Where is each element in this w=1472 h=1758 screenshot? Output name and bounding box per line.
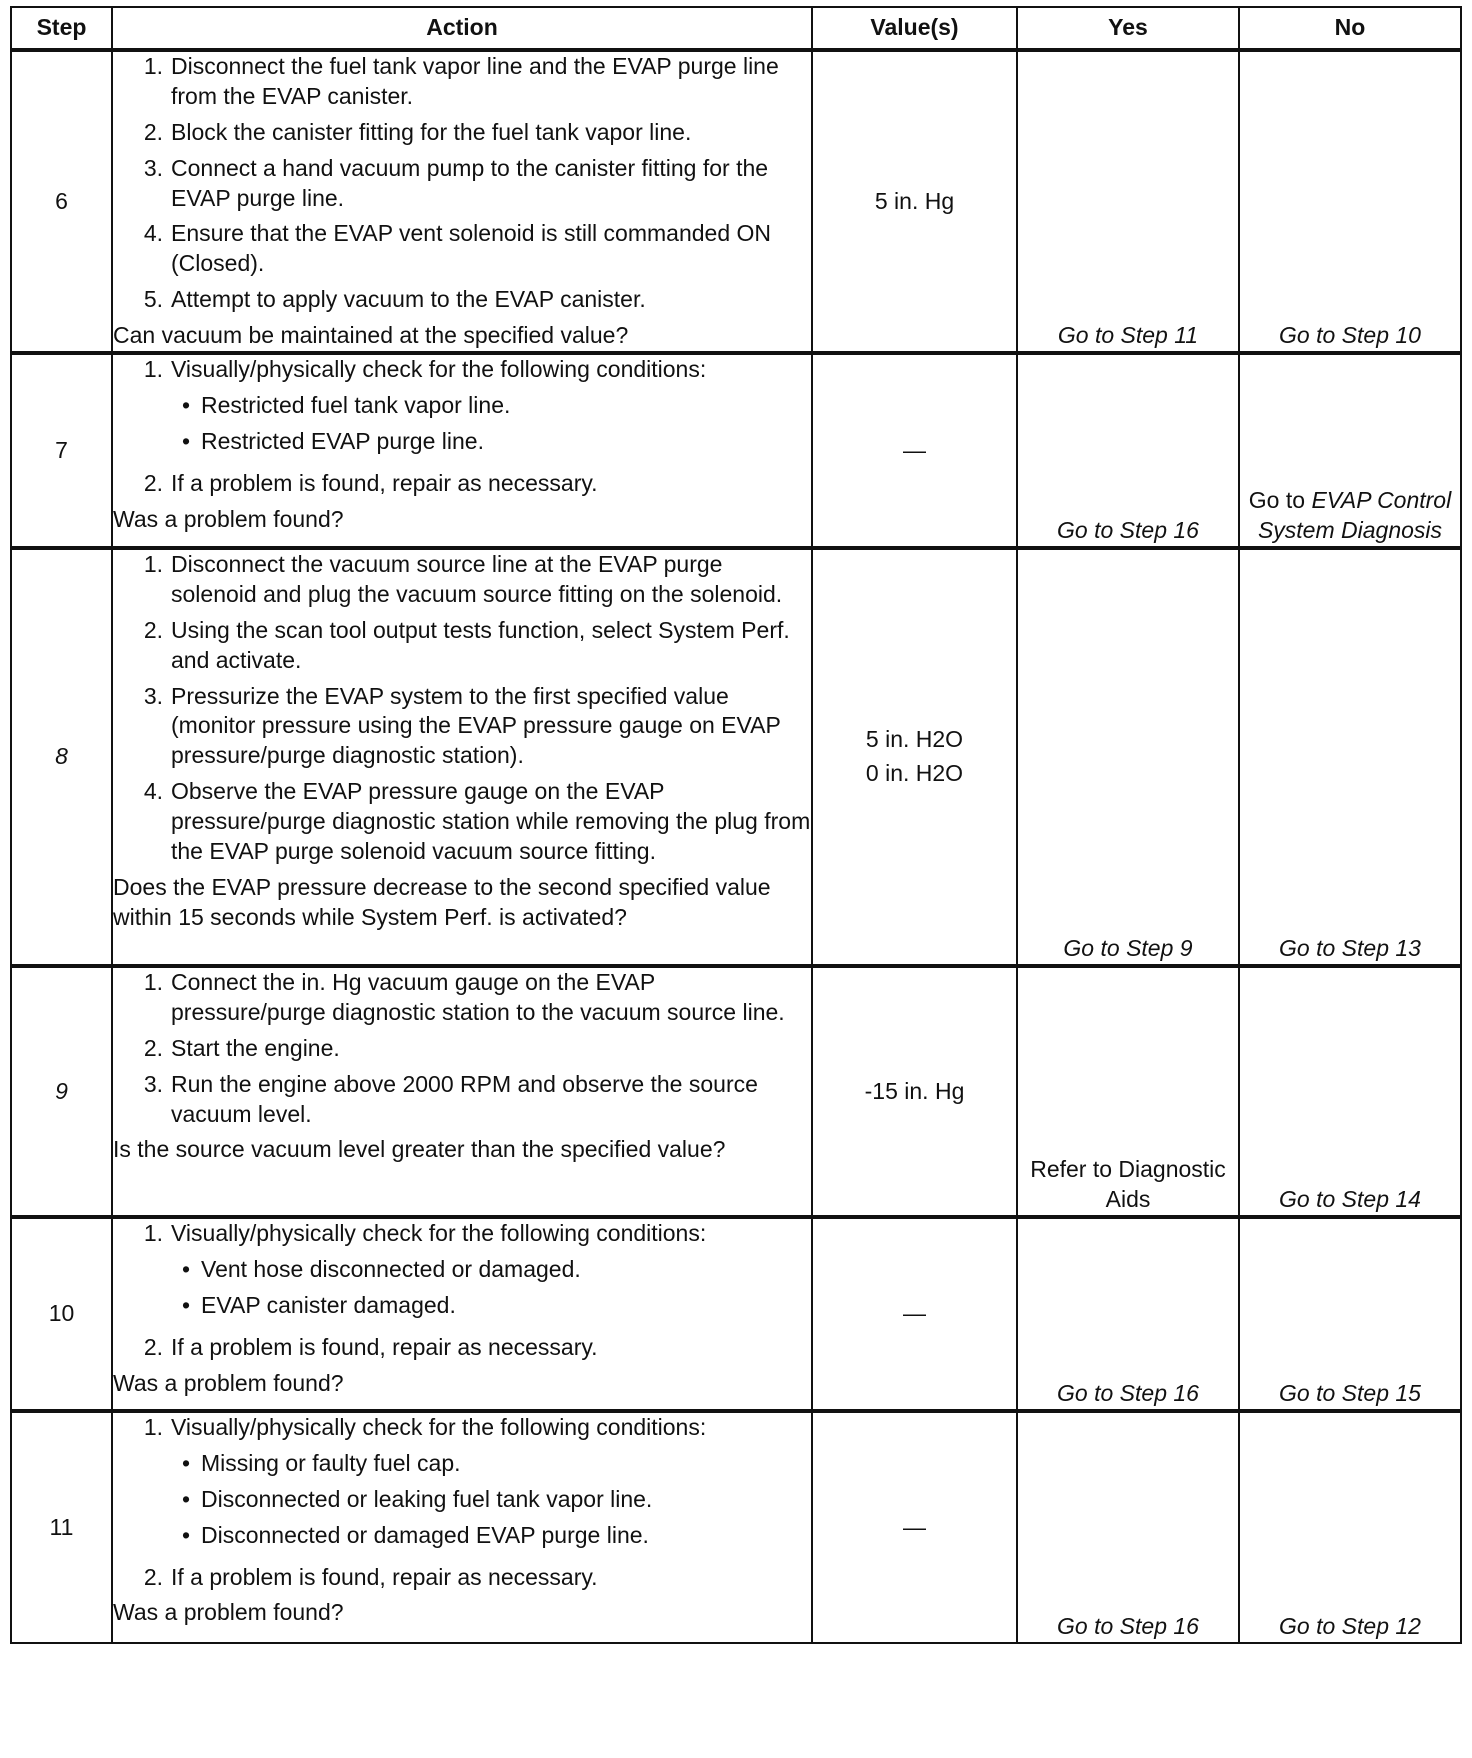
action-item bbox=[113, 777, 811, 867]
action-text: If a problem is found, repair as necessary. bbox=[171, 469, 598, 496]
action-cell bbox=[112, 353, 812, 548]
action-number: 1. bbox=[143, 1414, 163, 1441]
step-number: 10 bbox=[11, 1217, 112, 1411]
bullet-item bbox=[171, 1255, 811, 1285]
header-yes: Yes bbox=[1017, 7, 1239, 50]
spec-value: 0 in. H2O bbox=[865, 760, 964, 787]
action-list bbox=[113, 1219, 811, 1363]
bullet-list bbox=[171, 1449, 811, 1551]
step-number: 6 bbox=[11, 50, 112, 353]
bullet-icon: • bbox=[181, 391, 191, 418]
yes-result bbox=[1017, 966, 1239, 1217]
action-item bbox=[113, 1070, 811, 1130]
table-row bbox=[11, 966, 1461, 1217]
spec-value: — bbox=[903, 1513, 926, 1540]
table-row bbox=[11, 1411, 1461, 1643]
bullet-icon: • bbox=[181, 1291, 191, 1318]
no-result-link: EVAP Control System Diagnosis bbox=[1257, 487, 1452, 544]
step-number: 8 bbox=[11, 548, 112, 966]
action-text: Disconnect the vacuum source line at the EVAP purge solenoid and plug the vacuum source fitting on the solenoid. bbox=[171, 551, 783, 607]
bullet-text: EVAP canister damaged. bbox=[201, 1291, 456, 1318]
action-question: Was a problem found? bbox=[113, 1369, 344, 1396]
bullet-text: Restricted fuel tank vapor line. bbox=[201, 391, 511, 418]
yes-result: Go to Step 11 bbox=[1017, 50, 1239, 353]
action-number: 2. bbox=[143, 469, 163, 496]
step-number: 11 bbox=[11, 1411, 112, 1643]
action-text-block bbox=[171, 1219, 811, 1327]
bullet-item bbox=[171, 1521, 811, 1551]
action-item bbox=[113, 118, 811, 148]
action-text: Ensure that the EVAP vent solenoid is still commanded ON (Closed). bbox=[171, 220, 772, 277]
action-number: 1. bbox=[143, 53, 163, 79]
value-cell bbox=[812, 353, 1017, 548]
action-text: Visually/physically check for the following conditions: bbox=[171, 356, 707, 383]
action-cell bbox=[112, 1411, 812, 1643]
bullet-icon: • bbox=[181, 1485, 191, 1512]
bullet-list bbox=[171, 1255, 811, 1321]
action-number: 4. bbox=[143, 220, 163, 247]
action-item bbox=[113, 355, 811, 463]
yes-result: Go to Step 16 bbox=[1017, 1411, 1239, 1643]
action-item bbox=[113, 219, 811, 279]
action-number: 1. bbox=[143, 551, 163, 578]
action-item bbox=[113, 1563, 811, 1593]
spec-value: 5 in. H2O bbox=[865, 726, 964, 753]
action-cell bbox=[112, 50, 812, 353]
action-text: If a problem is found, repair as necessary. bbox=[171, 1563, 598, 1590]
action-number: 2. bbox=[143, 616, 163, 643]
spec-value: 5 in. Hg bbox=[874, 187, 955, 214]
action-item bbox=[113, 1413, 811, 1557]
action-number: 3. bbox=[143, 1070, 163, 1097]
action-number: 2. bbox=[143, 1563, 163, 1590]
no-result: Go to Step 14 bbox=[1239, 966, 1461, 1217]
value-cell bbox=[812, 50, 1017, 353]
action-text: Visually/physically check for the following conditions: bbox=[171, 1220, 707, 1247]
action-list bbox=[113, 550, 811, 867]
action-text: Visually/physically check for the following conditions: bbox=[171, 1414, 707, 1441]
action-item bbox=[113, 550, 811, 610]
no-result: Go to Step 12 bbox=[1239, 1411, 1461, 1643]
bullet-text: Restricted EVAP purge line. bbox=[201, 427, 484, 454]
action-number: 3. bbox=[143, 154, 163, 181]
no-result: Go to Step 10 bbox=[1239, 50, 1461, 353]
action-number: 2. bbox=[143, 1034, 163, 1061]
table-row bbox=[11, 353, 1461, 548]
step-number: 9 bbox=[11, 966, 112, 1217]
action-item bbox=[113, 1219, 811, 1327]
action-item bbox=[113, 616, 811, 676]
diagnostic-table bbox=[10, 6, 1462, 1644]
action-question: Was a problem found? bbox=[113, 1599, 344, 1626]
action-question: Can vacuum be maintained at the specified value? bbox=[113, 322, 629, 349]
action-number: 3. bbox=[143, 682, 163, 709]
bullet-item bbox=[171, 391, 811, 421]
action-list bbox=[113, 1413, 811, 1592]
action-number: 1. bbox=[143, 1220, 163, 1247]
action-question: Is the source vacuum level greater than the specified value? bbox=[113, 1136, 726, 1163]
yes-result: Go to Step 16 bbox=[1017, 353, 1239, 548]
action-text: Connect a hand vacuum pump to the canister fitting for the EVAP purge line. bbox=[171, 154, 769, 211]
action-list bbox=[113, 52, 811, 315]
value-cell bbox=[812, 966, 1017, 1217]
action-text: Run the engine above 2000 RPM and observe the source vacuum level. bbox=[171, 1070, 758, 1127]
value-cell bbox=[812, 1217, 1017, 1411]
action-item bbox=[113, 1333, 811, 1363]
action-text: Pressurize the EVAP system to the first specified value (monitor pressure using the EVAP pressure gauge on EVAP pressure/purge diagnostic station). bbox=[171, 682, 781, 769]
bullet-icon: • bbox=[181, 1255, 191, 1282]
action-number: 1. bbox=[143, 969, 163, 996]
action-number: 4. bbox=[143, 778, 163, 805]
no-result: Go to Step 13 bbox=[1239, 548, 1461, 966]
value-cell bbox=[812, 548, 1017, 966]
action-item bbox=[113, 285, 811, 315]
bullet-icon: • bbox=[181, 427, 191, 454]
yes-result-text: Refer to Diagnostic Aids bbox=[1030, 1156, 1226, 1213]
action-number: 2. bbox=[143, 1333, 163, 1360]
action-number: 5. bbox=[143, 286, 163, 313]
action-text: Disconnect the fuel tank vapor line and the EVAP purge line from the EVAP canister. bbox=[171, 53, 779, 109]
table-row bbox=[11, 50, 1461, 353]
no-result: Go to Step 15 bbox=[1239, 1217, 1461, 1411]
bullet-item bbox=[171, 427, 811, 457]
action-cell bbox=[112, 966, 812, 1217]
no-result-prefix: Go to bbox=[1248, 487, 1306, 514]
action-item bbox=[113, 469, 811, 499]
action-item bbox=[113, 154, 811, 214]
action-text: Connect the in. Hg vacuum gauge on the EVAP pressure/purge diagnostic station to the vacuum source line. bbox=[171, 969, 785, 1025]
bullet-text: Disconnected or leaking fuel tank vapor line. bbox=[201, 1485, 653, 1512]
bullet-text: Missing or faulty fuel cap. bbox=[201, 1449, 461, 1476]
action-cell bbox=[112, 1217, 812, 1411]
table-row bbox=[11, 548, 1461, 966]
header-no: No bbox=[1239, 7, 1461, 50]
action-item bbox=[113, 968, 811, 1028]
action-number: 1. bbox=[143, 356, 163, 383]
action-question: Does the EVAP pressure decrease to the second specified value within 15 seconds while System Perf. is activated? bbox=[113, 873, 771, 930]
spec-value: — bbox=[903, 1300, 926, 1327]
action-list bbox=[113, 355, 811, 499]
action-text: Block the canister fitting for the fuel tank vapor line. bbox=[171, 118, 692, 145]
table-row bbox=[11, 1217, 1461, 1411]
action-text: Observe the EVAP pressure gauge on the EVAP pressure/purge diagnostic station while removing the plug from the EVAP purge solenoid vacuum source fitting. bbox=[171, 778, 811, 865]
bullet-text: Vent hose disconnected or damaged. bbox=[201, 1255, 581, 1282]
bullet-list bbox=[171, 391, 811, 457]
bullet-item bbox=[171, 1449, 811, 1479]
action-item bbox=[113, 52, 811, 112]
action-text: Attempt to apply vacuum to the EVAP canister. bbox=[171, 286, 646, 313]
action-number: 2. bbox=[143, 118, 163, 145]
yes-result: Go to Step 9 bbox=[1017, 548, 1239, 966]
bullet-icon: • bbox=[181, 1521, 191, 1548]
bullet-item bbox=[171, 1485, 811, 1515]
bullet-icon: • bbox=[181, 1449, 191, 1476]
header-values: Value(s) bbox=[812, 7, 1017, 50]
action-text-block bbox=[171, 1413, 811, 1557]
spec-value: -15 in. Hg bbox=[864, 1077, 965, 1104]
action-text-block bbox=[171, 355, 811, 463]
action-question: Was a problem found? bbox=[113, 505, 344, 532]
yes-result: Go to Step 16 bbox=[1017, 1217, 1239, 1411]
bullet-item bbox=[171, 1291, 811, 1321]
action-cell bbox=[112, 548, 812, 966]
bullet-text: Disconnected or damaged EVAP purge line. bbox=[201, 1521, 649, 1548]
action-text: Using the scan tool output tests function, select System Perf. and activate. bbox=[171, 616, 790, 673]
header-row bbox=[11, 7, 1461, 50]
action-text: Start the engine. bbox=[171, 1034, 340, 1061]
action-list bbox=[113, 968, 811, 1129]
header-action: Action bbox=[112, 7, 812, 50]
spec-value: — bbox=[903, 436, 926, 463]
action-text: If a problem is found, repair as necessary. bbox=[171, 1333, 598, 1360]
header-step: Step bbox=[11, 7, 112, 50]
step-number: 7 bbox=[11, 353, 112, 548]
no-result bbox=[1239, 353, 1461, 548]
action-item bbox=[113, 1034, 811, 1064]
action-item bbox=[113, 682, 811, 772]
value-cell bbox=[812, 1411, 1017, 1643]
